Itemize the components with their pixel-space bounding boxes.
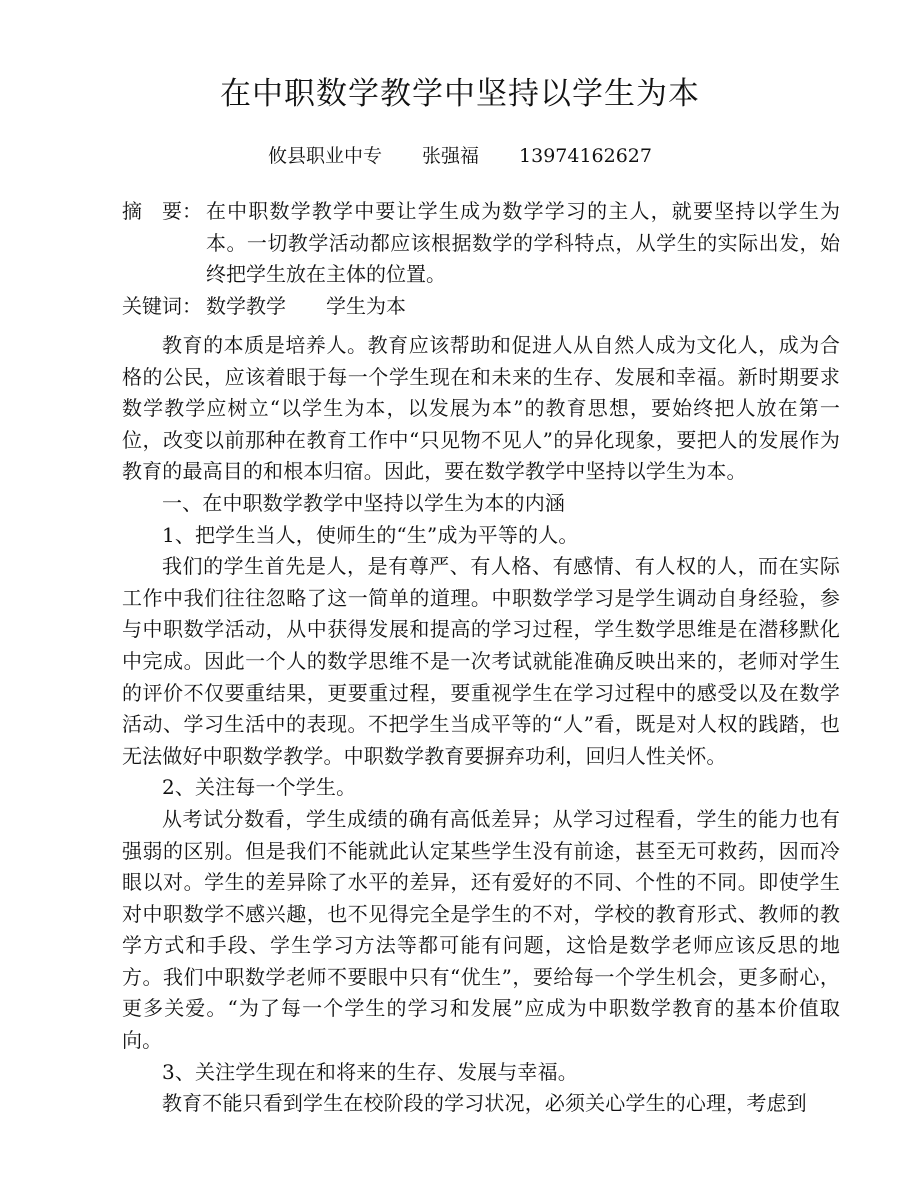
abstract-section bbox=[122, 196, 840, 322]
body-paragraph: 教育的本质是培养人。教育应该帮助和促进人从自然人成为文化人，成为合格的公民，应该着眼于每一个学生现在和未来的生存、发展和幸福。新时期要求数学教学应树立“以学生为本，以发展为本”的教育思想，要始终把人放在第一位，改变以前那种在教育工作中“只见物不见人”的异化现象，要把人的发展作为教育的最高目的和根本归宿。因此，要在数学教学中坚持以学生为本。 bbox=[122, 333, 840, 484]
document-body bbox=[122, 330, 840, 1120]
body-paragraph: 从考试分数看，学生成绩的确有高低差异；从学习过程看，学生的能力也有强弱的区别。但是我们不能就此认定某些学生没有前途，甚至无可救药，因而冷眼以对。学生的差异除了水平的差异，还有爱好的不同、个性的不同。即使学生对中职数学不感兴趣，也不见得完全是学生的不对，学校的教育形式、教师的教学方式和手段、学生学习方法等都可能有问题，这恰是数学老师应该反思的地方。我们中职数学老师不要眼中只有“优生”，要给每一个学生机会，更多耐心，更多关爱。“为了每一个学生的学习和发展”应成为中职数学教育的基本价值取向。 bbox=[122, 806, 840, 1053]
subsection-heading: 1、把学生当人，使师生的“生”成为平等的人。 bbox=[162, 522, 579, 547]
keyword-item: 数学教学 bbox=[206, 293, 286, 318]
author-line bbox=[0, 142, 920, 170]
body-paragraph: 教育不能只看到学生在校阶段的学习状况，必须关心学生的心理，考虑到 bbox=[162, 1091, 807, 1116]
subsection-heading: 3、关注学生现在和将来的生存、发展与幸福。 bbox=[162, 1059, 578, 1084]
keywords-row bbox=[122, 291, 840, 323]
subsection-heading: 2、关注每一个学生。 bbox=[162, 775, 357, 800]
keyword-item: 学生为本 bbox=[326, 293, 406, 318]
body-paragraph: 我们的学生首先是人，是有尊严、有人格、有感情、有人权的人，而在实际工作中我们往往忽略了这一简单的道理。中职数学学习是学生调动自身经验，参与中职数学活动，从中获得发展和提高的学习过程，学生数学思维是在潜移默化中完成。因此一个人的数学思维不是一次考试就能准确反映出来的，老师对学生的评价不仅要重结果，更要重过程，要重视学生在学习过程中的感受以及在数学活动、学习生活中的表现。不把学生当成平等的“人”看，既是对人权的践踏，也无法做好中职数学教学。中职数学教育要摒弃功利，回归人性关怀。 bbox=[122, 554, 840, 768]
document-title: 在中职数学教学中坚持以学生为本 bbox=[220, 76, 700, 112]
author-name: 张强福 bbox=[422, 145, 480, 167]
abstract-text: 在中职数学教学中要让学生成为数学学习的主人，就要坚持以学生为本。一切教学活动都应该根据数学的学科特点，从学生的实际出发，始终把学生放在主体的位置。 bbox=[206, 199, 840, 287]
keywords-label: 关键词： bbox=[122, 293, 202, 318]
abstract-label: 摘 要： bbox=[122, 199, 202, 223]
section-heading: 一、在中职数学教学中坚持以学生为本的内涵 bbox=[162, 490, 565, 515]
author-school: 攸县职业中专 bbox=[267, 145, 382, 167]
author-phone: 13974162627 bbox=[519, 145, 652, 167]
